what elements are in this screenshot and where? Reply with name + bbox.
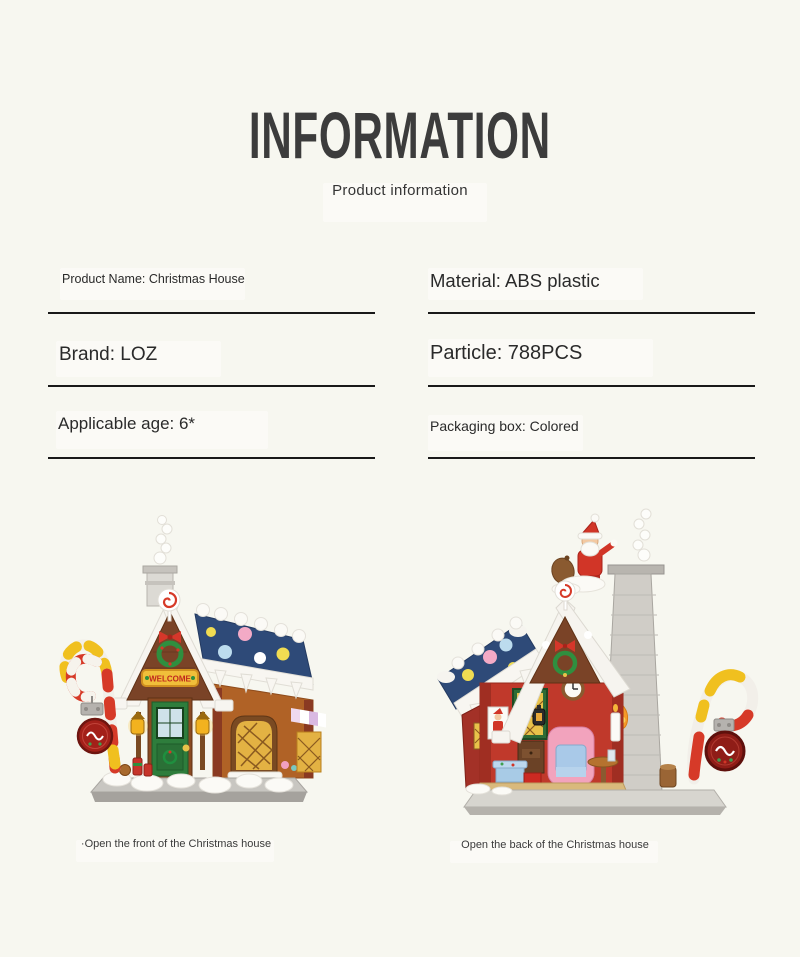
pot-decor: [660, 764, 676, 787]
door-knob: [183, 745, 190, 752]
spec-brand-text: Brand: LOZ: [59, 344, 158, 365]
spec-material: [428, 256, 755, 314]
back-caption: Open the back of the Christmas house: [461, 839, 649, 851]
welcome-sign: [142, 670, 198, 686]
welcome-sign-text: WELCOME: [149, 674, 191, 684]
spec-age-text: Applicable age: 6*: [58, 414, 196, 433]
spec-packaging: [428, 401, 755, 459]
page-subtitle: Product information: [332, 182, 468, 199]
front-door: [148, 698, 192, 784]
smoke-puffs: [633, 509, 651, 561]
spec-age: [48, 401, 375, 459]
page-title: [0, 98, 800, 172]
cup-deco: [291, 765, 297, 771]
page-title-text: INFORMATION: [249, 98, 551, 172]
spec-brand: [48, 329, 375, 387]
flower-deco: [281, 761, 289, 769]
front-right-wall: [213, 684, 326, 779]
spec-product-name: [48, 256, 375, 314]
spec-particle-text: Particle: 788PCS: [430, 342, 583, 364]
front-caption: ·Open the front of the Christmas house: [80, 838, 272, 850]
christmas-house-front-illustration: [45, 512, 350, 812]
christmas-house-back-illustration: [418, 505, 768, 820]
spec-particle: [428, 329, 755, 387]
spec-packaging-text: Packaging box: Colored: [430, 418, 579, 434]
pink-sofa: [548, 727, 594, 785]
barrel-decor: [120, 758, 153, 776]
spec-product-name-text: Product Name: Christmas House: [62, 272, 245, 286]
smoke-puffs: [154, 516, 172, 565]
spec-material-text: Material: ABS plastic: [430, 270, 600, 291]
